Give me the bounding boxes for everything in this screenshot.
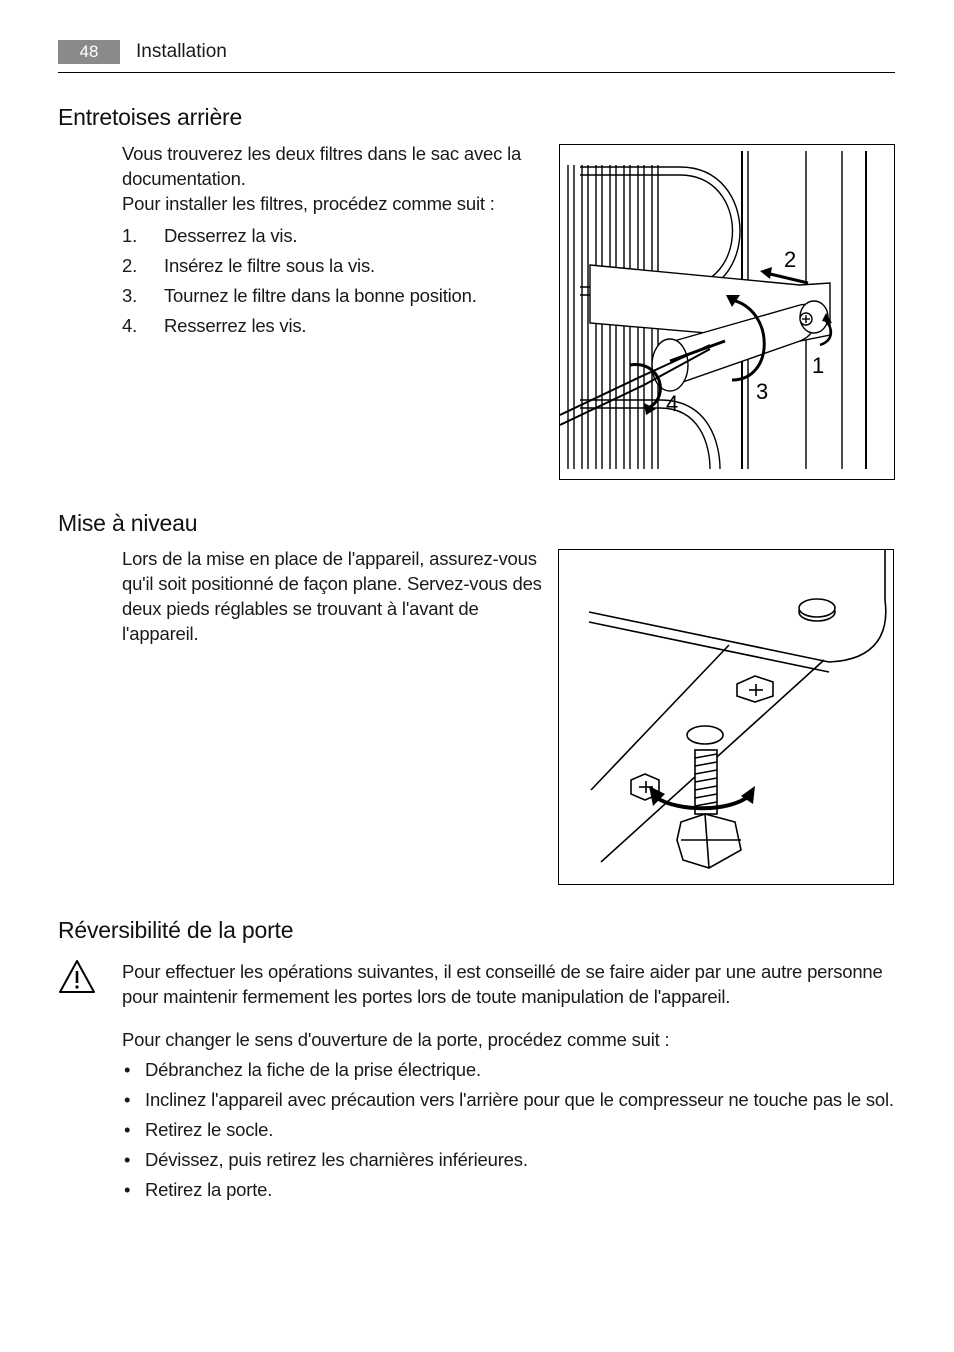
list-item: • Retirez la porte. xyxy=(122,1177,897,1202)
list-item: • Débranchez la fiche de la prise électrique. xyxy=(122,1057,897,1082)
levelling-foot-figure xyxy=(558,549,894,885)
step-text: Resserrez les vis. xyxy=(164,315,307,336)
intro-paragraph-2: Pour installer les filtres, procédez comme suit : xyxy=(122,193,495,214)
procedure-list xyxy=(122,1057,897,1202)
figure-label-4: 4 xyxy=(666,391,679,416)
section-body-entretoises xyxy=(122,141,542,341)
list-item: • Dévissez, puis retirez les charnières inférieures. xyxy=(122,1147,897,1172)
header-title: Installation xyxy=(136,41,227,62)
page-number: 48 xyxy=(58,40,120,64)
warning-triangle-icon xyxy=(57,958,97,1001)
list-item xyxy=(122,251,542,281)
step-number: 3. xyxy=(122,285,138,306)
spacer-illustration xyxy=(560,145,894,479)
step-text: Insérez le filtre sous la vis. xyxy=(164,255,375,276)
step-number: 1. xyxy=(122,225,138,246)
spacer-installation-figure xyxy=(559,144,895,480)
section-body-mise-a-niveau xyxy=(122,546,542,646)
steps-list xyxy=(122,221,542,341)
levelling-paragraph: Lors de la mise en place de l'appareil, assurez-vous qu'il soit positionné de façon plane. Servez-vous des deux pieds réglables se trouvant à l'avant de l'appareil. xyxy=(122,548,542,644)
figure-label-2: 2 xyxy=(784,247,797,272)
list-item: • Inclinez l'appareil avec précaution vers l'arrière pour que le compresseur ne touche pas le sol. xyxy=(122,1087,897,1112)
section-title-reversibilite: Réversibilité de la porte xyxy=(58,917,294,943)
figure-label-1: 1 xyxy=(812,353,825,378)
page-header xyxy=(58,40,895,73)
section-title-entretoises: Entretoises arrière xyxy=(58,104,243,130)
step-text: Tournez le filtre dans la bonne position. xyxy=(164,285,477,306)
intro-paragraph-1: Vous trouverez les deux filtres dans le sac avec la documentation. xyxy=(122,143,522,189)
step-number: 2. xyxy=(122,255,138,276)
list-item xyxy=(122,281,542,311)
figure-label-3: 3 xyxy=(756,379,769,404)
procedure-intro: Pour changer le sens d'ouverture de la porte, procédez comme suit : xyxy=(122,1029,670,1050)
list-item xyxy=(122,221,542,251)
section-body-reversibilite xyxy=(122,959,897,1207)
step-text: Desserrez la vis. xyxy=(164,225,298,246)
section-title-mise-a-niveau: Mise à niveau xyxy=(58,510,198,536)
step-number: 4. xyxy=(122,315,138,336)
levelling-illustration xyxy=(559,550,893,884)
list-item: • Retirez le socle. xyxy=(122,1117,897,1142)
list-item xyxy=(122,311,542,341)
warning-paragraph: Pour effectuer les opérations suivantes, il est conseillé de se faire aider par une autre personne pour maintenir fermement les portes lors de toute manipulation de l'appareil. xyxy=(122,961,883,1007)
